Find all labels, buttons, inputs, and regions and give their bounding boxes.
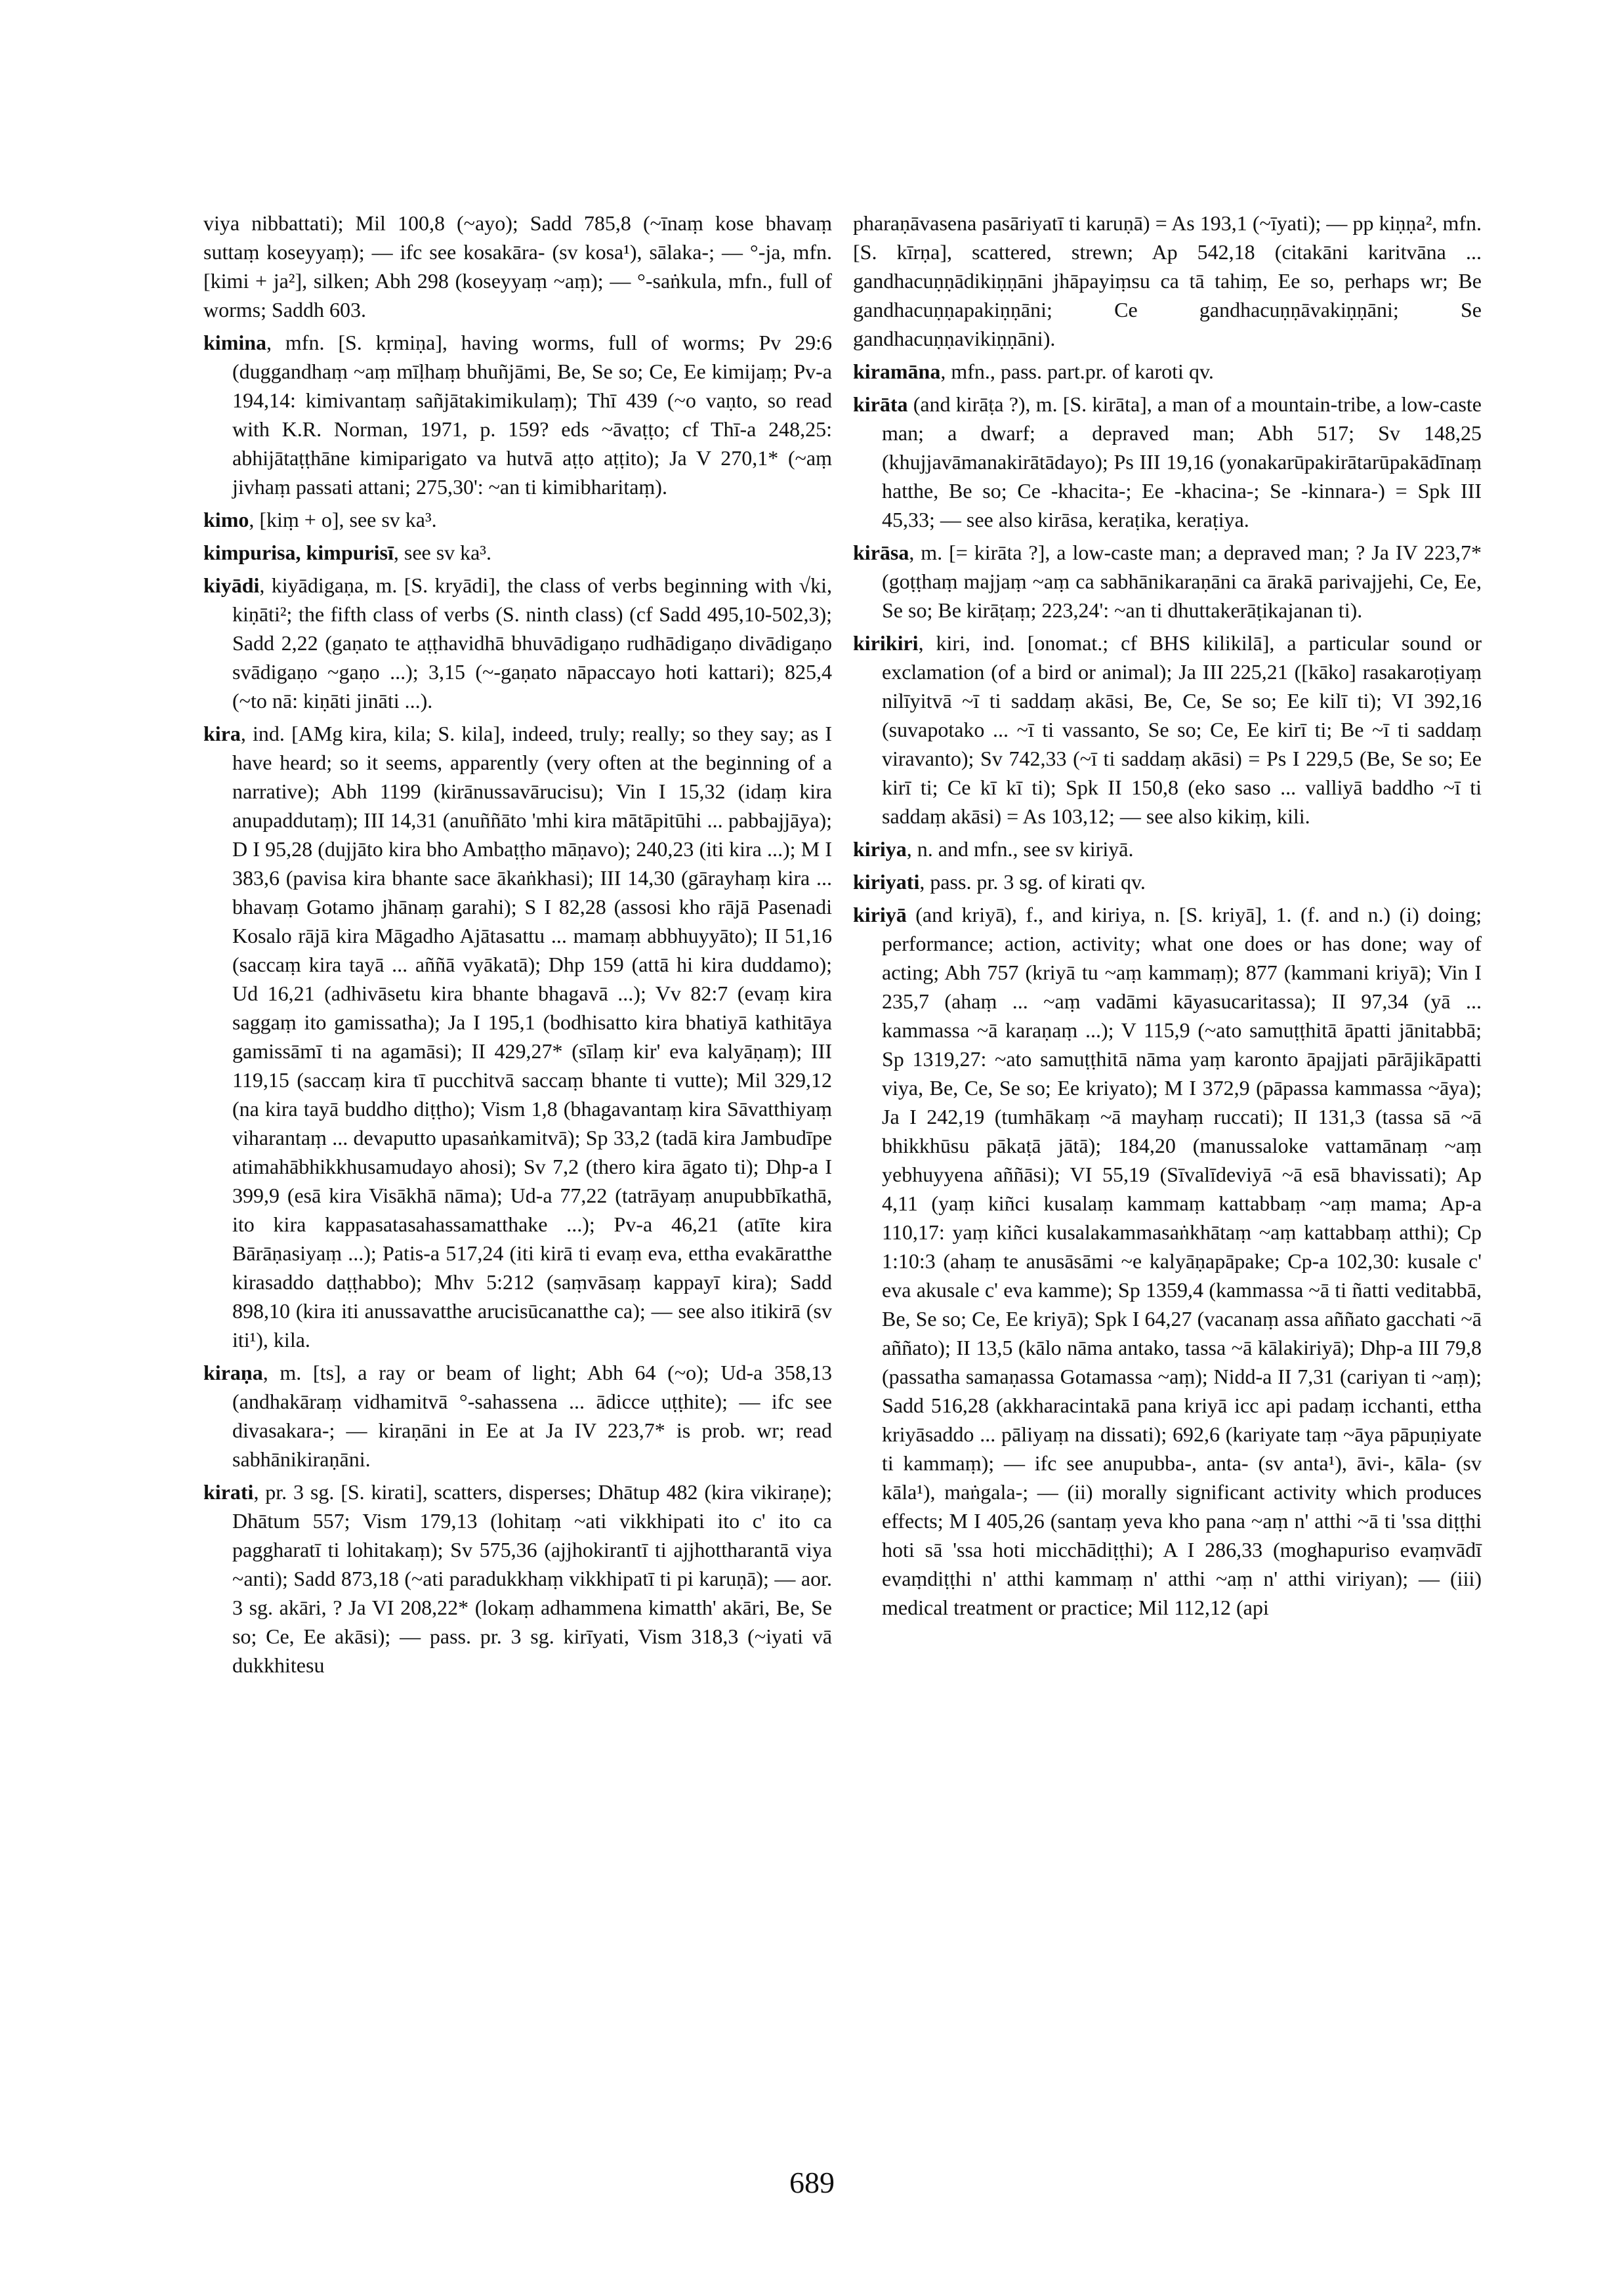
entry-body: , m. [= kirāta ?], a low-caste man; a depraved man; ? Ja IV 223,7* (goṭṭhaṃ majjaṃ ~aṃ ca sabhānikaraṇāni ca ārakā parivajjehi, Ce, Ee, Se so; Be kirāṭaṃ; 223,24': ~an ti dhuttakerāṭikajanan ti). [882, 541, 1482, 622]
right-column [853, 209, 1482, 1626]
entry-kiriya [853, 835, 1482, 863]
entry-kira [203, 719, 832, 1354]
entry-kirana [203, 1358, 832, 1474]
entry-kiyadi [203, 571, 832, 715]
left-column [203, 209, 832, 1684]
entry-kimo [203, 505, 832, 534]
headword: kimpurisa, kimpurisī [203, 541, 394, 564]
entry-body: , mfn., pass. part.pr. of karoti qv. [940, 360, 1214, 383]
entry-body: , [kiṃ + o], see sv ka³. [249, 508, 437, 531]
entry-body: , pass. pr. 3 sg. of kirati qv. [919, 870, 1146, 894]
headword: kirikiri [853, 631, 919, 655]
entry-kirasa [853, 538, 1482, 625]
entry-body: , n. and mfn., see sv kiriyā. [906, 837, 1134, 861]
headword: kirāsa [853, 541, 909, 564]
entry-body: (and kirāṭa ?), m. [S. kirāta], a man of a mountain-tribe, a low-caste man; a dwarf; a depraved man; Abh 517; Sv 148,25 (khujjavāmanakirātādayo); Ps III 19,16 (yonakarūpakirātarūpakādīnaṃ hatthe, Be so; Ce -khacita-; Ee -khacina-; Se -kinnara-) = Spk III 45,33; — see also kirāsa, keraṭika, keraṭiya. [882, 392, 1482, 531]
headword: kiramāna [853, 360, 941, 383]
page-number: 689 [789, 2166, 835, 2199]
entry-kirata [853, 390, 1482, 534]
entry-body: , see sv ka³. [393, 541, 491, 564]
headword: kimo [203, 508, 249, 531]
headword: kirāta [853, 392, 908, 416]
entry-kirati [203, 1478, 832, 1680]
right-continuation-text: pharaṇāvasena pasāriyatī ti karuṇā) = As 193,1 (~īyati); — pp kiṇṇa², mfn. [S. kīrṇa], scattered, strewn; Ap 542,18 (citakāni karitvāna ... gandhacuṇṇādikiṇṇāni jhāpayiṃsu ca tā tahiṃ, Ee so, perhaps wr; Be gandhacuṇṇapakiṇṇāni; Ce gandhacuṇṇāvakiṇṇāni; Se gandhacuṇṇavikiṇṇāni). [853, 211, 1482, 350]
entry-kiriyati [853, 867, 1482, 896]
entry-body: , m. [ts], a ray or beam of light; Abh 64 (~o); Ud-a 358,13 (andhakāraṃ vidhamitvā °-sahassena ... ādicce uṭṭhite); — ifc see divasakara-; — kiraṇāni in Ee at Ja IV 223,7* is prob. wr; read sabhānikiraṇāni. [232, 1361, 832, 1471]
headword: kira [203, 722, 241, 745]
headword: kiriyā [853, 903, 907, 926]
entry-body: , kiyādigaṇa, m. [S. kryādi], the class of verbs beginning with √ki, kiṇāti²; the fifth class of verbs (S. ninth class) (cf Sadd 495,10-502,3); Sadd 2,22 (gaṇato te aṭṭhavidhā bhuvādigaṇo rudhādigaṇo divādigaṇo svādigaṇo ~gaṇo ...); 3,15 (~-gaṇato nāpaccayo hoti kattari); 825,4 (~to nā: kiṇāti jināti ...). [232, 573, 832, 713]
entry-kiriya-f [853, 900, 1482, 1622]
headword: kiriya [853, 837, 907, 861]
entry-kirikiri [853, 629, 1482, 831]
headword: kiyādi [203, 573, 260, 597]
headword: kiriyati [853, 870, 920, 894]
entry-kimina [203, 328, 832, 501]
left-continuation-text: viya nibbattati); Mil 100,8 (~ayo); Sadd 785,8 (~īnaṃ kose bhavaṃ suttaṃ koseyyaṃ); — ifc see kosakāra- (sv kosa¹), sālaka-; — °-ja, mfn. [kimi + ja²], silken; Abh 298 (koseyyaṃ ~aṃ); — °-saṅkula, mfn., full of worms; Saddh 603. [203, 211, 832, 321]
entry-body: , kiri, ind. [onomat.; cf BHS kilikilā], a particular sound or exclamation (of a bird or animal); Ja III 225,21 ([kāko] rasakaroṭiyaṃ nilīyitvā ~ī ti saddaṃ akāsi, Be, Ce, Se so; Ee kilī ti); VI 392,16 (suvapotako ... ~ī ti vassanto, Se so; Ce, Ee kirī ti; Be ~ī ti saddaṃ viravanto); Sv 742,33 (~ī ti saddaṃ akāsi) = Ps I 229,5 (Be, Se so; Ee kirī ti; Ce kī kī ti); Spk II 150,8 (eko saso ... valliyā baddho ~ī ti saddaṃ akāsi) = As 103,12; — see also kikiṃ, kili. [882, 631, 1482, 828]
entry-body: (and kriyā), f., and kiriya, n. [S. kriyā], 1. (f. and n.) (i) doing; performance; action, activity; what one does or has done; way of acting; Abh 757 (kriyā tu ~aṃ kammaṃ); 877 (kammani kriyā); Vin I 235,7 (ahaṃ ... ~aṃ vadāmi kāyasucaritassa); II 97,34 (yā ... kammassa ~ā karaṇaṃ ...); V 115,9 (~ato samuṭṭhitā āpatti jānitabbā; Sp 1319,27: ~ato samuṭṭhitā nāma yaṃ karonto āpajjati pārājikāpatti viya, Be, Ce, Se so; Ee kriyato); M I 372,9 (pāpassa kammassa ~āya); Ja I 242,19 (tumhākaṃ ~ā mayhaṃ ruccati); II 131,3 (tassa sā ~ā bhikkhūsu pākaṭā jātā); 184,20 (manussaloke vattamānaṃ ~aṃ yebhuyyena aññāsi); VI 55,19 (Sīvalīdeviyā ~ā esā bhavissati); Ap 4,11 (yaṃ kiñci kusalaṃ kammaṃ kattabbaṃ ~aṃ mama; Ap-a 110,17: yaṃ kiñci kusalakammasaṅkhātaṃ ~aṃ kattabbaṃ atthi); Cp 1:10:3 (ahaṃ te anusāsāmi ~e kalyāṇapāpake; Cp-a 102,30: kusale c' eva akusale c' eva kamme); Sp 1359,4 (kammassa ~ā ti ñatti veditabbā, Be, Se so; Ce, Ee kriyā); Spk I 64,27 (vacanaṃ assa aññato gacchati ~ā aññato); II 13,5 (kālo nāma antako, tassa ~ā kālakiriyā); Dhp-a III 79,8 (passatha samaṇassa Gotamassa ~aṃ); Nidd-a II 7,31 (cariyan ti ~aṃ); Sadd 516,28 (akkharacintakā pana kriyā icc api padaṃ icchanti, ettha kriyāsaddo ... pāliyaṃ na dissati); 692,6 (kariyate taṃ ~āya pāpuṇiyate ti kammaṃ); — ifc see anupubba-, anta- (sv anta¹), āvi-, kāla- (sv kāla¹), maṅgala-; — (ii) morally significant activity which produces effects; M I 405,26 (santaṃ yeva kho pana ~aṃ n' atthi ~ā ti 'ssa diṭṭhi hoti sā 'ssa hoti micchādiṭṭhi); A I 286,33 (moghapuriso evaṃvādī evaṃdiṭṭhi n' atthi kammaṃ n' atthi ~aṃ n' atthi viriyan); — (iii) medical treatment or practice; Mil 112,12 (api [882, 903, 1482, 1619]
entry-body: , pr. 3 sg. [S. kirati], scatters, disperses; Dhātup 482 (kira vikiraṇe); Dhātum 557; Vism 179,13 (lohitaṃ ~ati vikkhipati ito c' ito ca paggharatī ti lohitakaṃ); Sv 575,36 (ajjhokirantī ti ajjhottharantā viya ~anti); Sadd 873,18 (~ati paradukkhaṃ vikkhipatī ti pi karuṇā); — aor. 3 sg. akāri, ? Ja VI 208,22* (lokaṃ adhammena kimatth' akāri, Be, Se so; Ce, Ee akāsi); — pass. pr. 3 sg. kirīyati, Vism 318,3 (~iyati vā dukkhitesu [232, 1480, 832, 1677]
entry-kimpurisa [203, 538, 832, 567]
headword: kirati [203, 1480, 254, 1504]
entry-body: , ind. [AMg kira, kila; S. kila], indeed, truly; really; so they say; as I have heard; so it seems, apparently (very often at the beginning of a narrative); Abh 1199 (kirānussavārucisu); Vin I 15,32 (idaṃ kira anupaddutaṃ); III 14,31 (anuññāto 'mhi kira mātāpitūhi ... pabbajjāya); D I 95,28 (dujjāto kira bho Ambaṭṭho māṇavo); 240,23 (iti kira ...); M I 383,6 (pavisa kira bhante sace ākaṅkhasi); III 14,30 (gārayhaṃ kira ... bhavaṃ Gotamo jhānaṃ garahi); S I 82,28 (assosi kho rājā Pasenadi Kosalo rājā kira Māgadho Ajātasattu ... mamaṃ abbhuyyāto); II 51,16 (saccaṃ kira tayā ... aññā vyākatā); Dhp 159 (attā hi kira duddamo); Ud 16,21 (adhivāsetu kira bhante bhagavā ...); Vv 82:7 (evaṃ kira saggaṃ ito gamissatha); Ja I 195,1 (bodhisatto kira bhatiyā kathitāya gamissāmī ti na agamāsi); II 429,27* (sīlaṃ kir' eva kalyāṇaṃ); III 119,15 (saccaṃ kira tī pucchitvā saccaṃ bhante ti vutte); Mil 329,12 (na kira tayā buddho diṭṭho); Vism 1,8 (bhagavantaṃ kira Sāvatthiyaṃ viharantaṃ ... devaputto upasaṅkamitvā); Sp 33,2 (tadā kira Jambudīpe atimahābhikkhusamudayo ahosi); Sv 7,2 (thero kira āgato ti); Dhp-a I 399,9 (esā kira Visākhā nāma); Ud-a 77,22 (tatrāyaṃ anupubbīkathā, ito kira kappasatasahassamatthake ...); Pv-a 46,21 (atīte kira Bārāṇasiyaṃ ...); Patis-a 517,24 (iti kirā ti evaṃ eva, ettha evakāratthe kirasaddo daṭṭhabbo); Mhv 5:212 (saṃvāsaṃ kappayī kira); Sadd 898,10 (kira iti anussavatthe arucisūcanatthe ca); — see also itikirā (sv iti¹), kila. [232, 722, 832, 1352]
entry-kiramana [853, 357, 1482, 386]
entry-body: , mfn. [S. kṛmiṇa], having worms, full of worms; Pv 29:6 (duggandhaṃ ~aṃ mīḷhaṃ bhuñjāmi, Be, Se so; Ce, Ee kimijaṃ; Pv-a 194,14: kimivantaṃ sañjātakimikulaṃ); Thī 439 (~o vaṇto, so read with K.R. Norman, 1971, p. 159? eds ~āvaṭṭo; cf Thī-a 248,25: abhijātaṭṭhāne kimiparigato va hutvā aṭṭo aṭṭito); Ja V 270,1* (~aṃ jivhaṃ passati attani; 275,30': ~an ti kimibharitaṃ). [232, 331, 832, 499]
headword: kiraṇa [203, 1361, 263, 1384]
headword: kimina [203, 331, 267, 354]
